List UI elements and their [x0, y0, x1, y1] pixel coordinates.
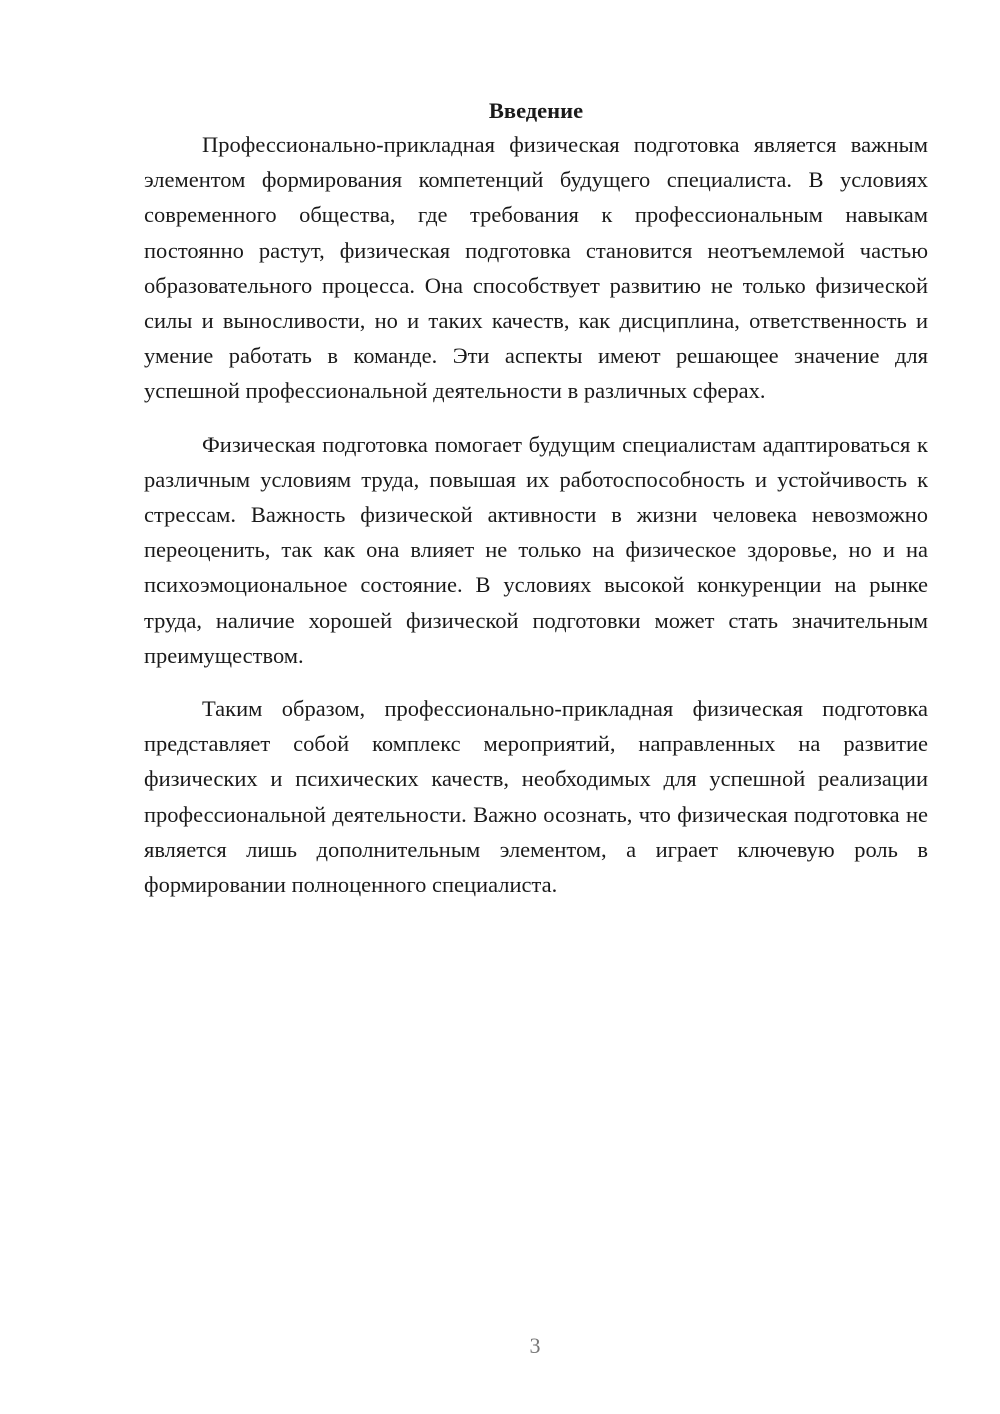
page-number: 3: [529, 1333, 541, 1358]
section-title: Введение: [488, 98, 584, 123]
paragraph-3: Таким образом, профессионально-прикладная физическая подготовка представляет собой комплекс мероприятий, направленных на развитие физических и психических качеств, необходимых для успешной реализации профессиональной деятельности. Важно осознать, что физическая подготовка не является лишь дополнительным элементом, а играет ключевую роль в формировании полноценного специалиста.: [144, 696, 928, 898]
paragraph-1: Профессионально-прикладная физическая подготовка является важным элементом формирования компетенций будущего специалиста. В условиях современного общества, где требования к профессиональным навыкам постоянно растут, физическая подготовка становится неотъемлемой частью образовательного процесса. Она способствует развитию не только физической силы и выносливости, но и таких качеств, как дисциплина, ответственность и умение работать в команде. Эти аспекты имеют решающее значение для успешной профессиональной деятельности в различных сферах.: [144, 132, 928, 404]
page-content: [144, 96, 928, 902]
paragraph-2: Физическая подготовка помогает будущим специалистам адаптироваться к различным условиям труда, повышая их работоспособность и устойчивость к стрессам. Важность физической активности в жизни человека невозможно переоценить, так как она влияет не только на физическое здоровье, но и на психоэмоциональное состояние. В условиях высокой конкуренции на рынке труда, наличие хорошей физической подготовки может стать значительным преимуществом.: [144, 431, 928, 668]
